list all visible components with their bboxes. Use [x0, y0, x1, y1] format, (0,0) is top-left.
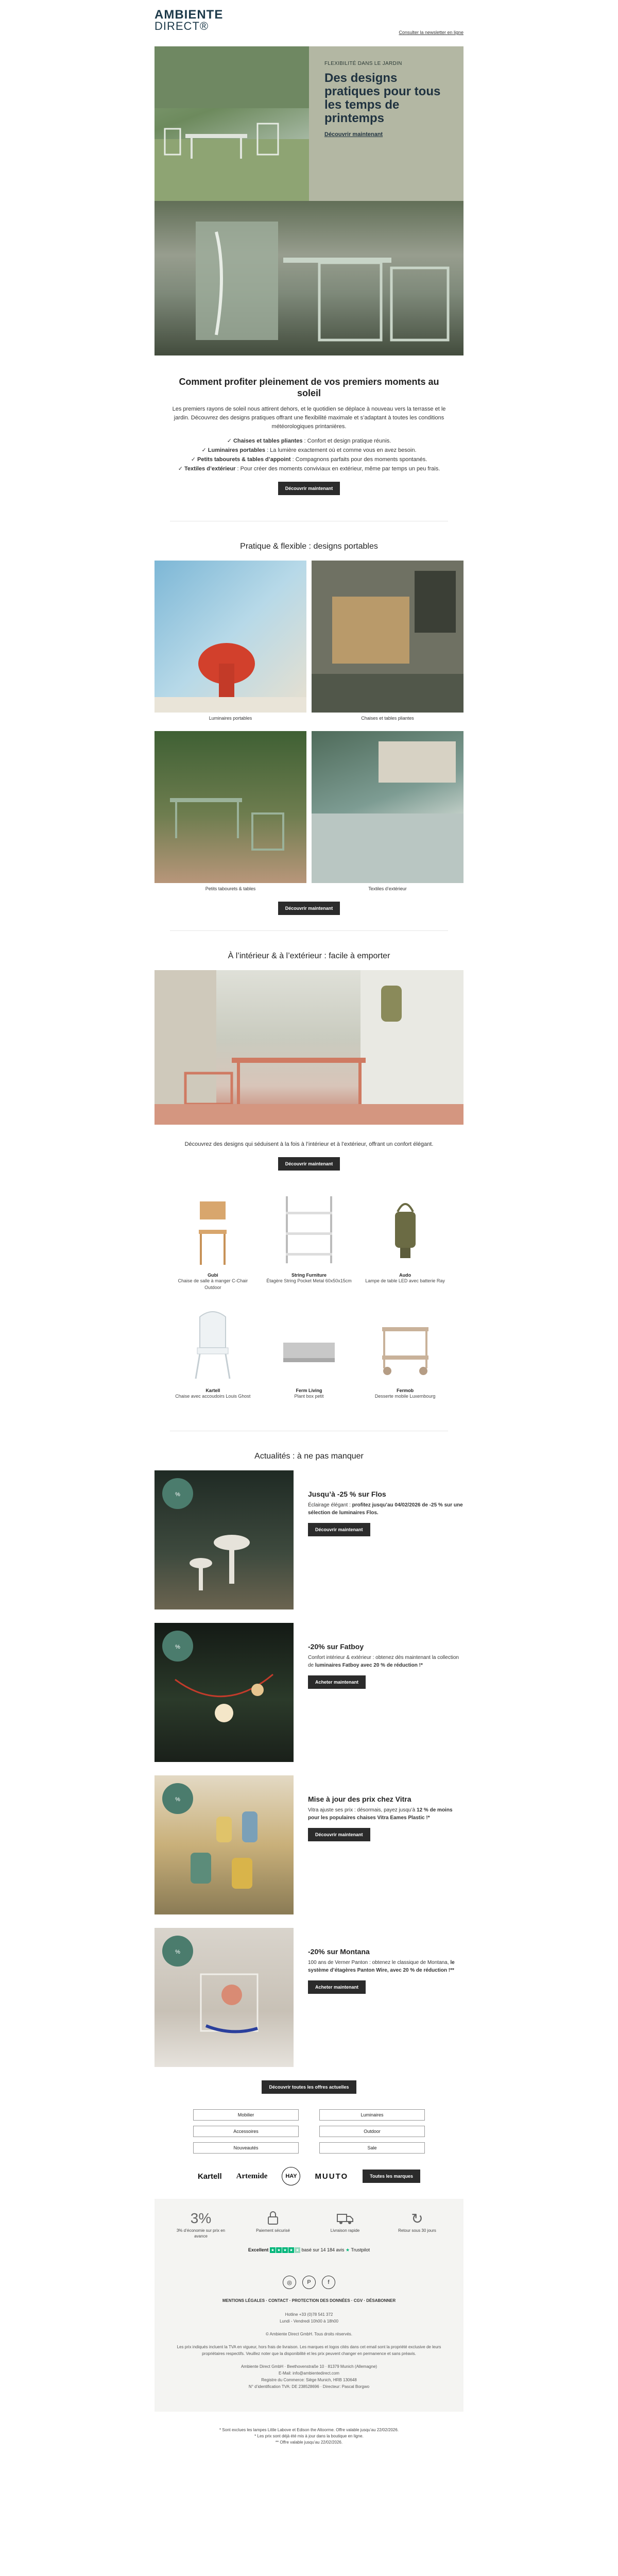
email-container [154, 0, 464, 2461]
trustpilot-star-icon: ★ [346, 2247, 350, 2252]
product-desc: Chaise avec accoudoirs Louis Ghost [175, 1394, 251, 1399]
product-brand: Ferm Living [296, 1388, 322, 1393]
indoor-outdoor-section [154, 952, 464, 1415]
news-item-text: 100 ans de Verner Panton : obtenez le classique de Montana, le système d’étagères Panton Wire, avec 20 % de réduction !** [308, 1960, 455, 1973]
portable-tile-caption: Textiles d’extérieur [368, 886, 407, 891]
shelf-image [281, 1191, 337, 1268]
hero-panel [309, 46, 464, 201]
feature-item: ✓ Chaises et tables pliantes : Confort et design pratique réunis. [227, 438, 391, 444]
product-card[interactable] [265, 1307, 353, 1400]
product-desc: Lampe de table LED avec batterie Ray [365, 1278, 445, 1283]
footer [154, 2263, 464, 2412]
product-brand: Fermob [397, 1388, 414, 1393]
footer-contact: Hotline +33 (0)78 541 372 Lundi - Vendredi 10h00 à 18h00 [280, 2312, 338, 2324]
product-brand: Gubi [208, 1273, 218, 1278]
truck-icon [319, 2210, 371, 2228]
folding-chairs-image [312, 561, 464, 713]
trust-item-label: Retour sous 30 jours [398, 2228, 436, 2233]
intro-title: Comment profiter pleinement de vos premiers moments au soleil [179, 377, 439, 398]
category-link-furniture[interactable]: Mobilier [193, 2109, 299, 2121]
portable-section [154, 542, 464, 915]
footer-disclaimer: Les prix indiqués incluent la TVA en vigueur, hors frais de livraison. Les marques et logos cités dans cet email sont la propriété exclusive de leurs propriétaires respectifs. Veuillez noter que la disponibilité et les prix peuvent changer en permanence et sans préavis. [177, 2345, 441, 2357]
logo-line-2: DIRECT® [154, 20, 209, 32]
fatboy-image [154, 1623, 294, 1762]
chair-image [184, 1191, 241, 1268]
category-link-outdoor[interactable]: Outdoor [319, 2126, 425, 2137]
feature-item: ✓ Luminaires portables : La lumière exactement où et comme vous en avez besoin. [201, 447, 417, 453]
product-card[interactable] [362, 1191, 449, 1291]
trust-item-label: Livraison rapide [330, 2228, 360, 2233]
product-card[interactable] [362, 1307, 449, 1400]
legal-links[interactable]: MENTIONS LÉGALES · CONTACT · PROTECTION DES DONNÉES · CGV · DÉSABONNER [222, 2298, 396, 2303]
hero-title: Des designs pratiques pour tous les temps de printemps [324, 71, 441, 125]
portable-tile[interactable] [154, 561, 306, 721]
logo[interactable] [154, 9, 223, 32]
category-grid [154, 2109, 464, 2154]
svg-text:%: % [175, 1492, 180, 1498]
product-desc: Chaise de salle à manger C-Chair Outdoor [178, 1278, 248, 1290]
trust-section [154, 2199, 464, 2263]
chairs-illustration [154, 201, 464, 355]
plant-box-image [281, 1307, 337, 1384]
trust-item-label: 3% d’économie sur prix en avance [176, 2228, 226, 2239]
indoor-outdoor-image[interactable] [154, 970, 464, 1125]
feature-list [170, 436, 448, 473]
feature-item: ✓ Textiles d’extérieur : Pour créer des moments conviviaux en extérieur, même par temps un peu frais. [178, 466, 440, 472]
facebook-icon[interactable]: f [322, 2276, 335, 2289]
endnote-line: * Sont exclues les lampes Little Labove et Edison the Altoorme. Offre valable jusqu’au 22/02/2026. [219, 2428, 399, 2433]
portable-tile-caption: Chaises et tables pliantes [361, 716, 414, 721]
category-link-sale[interactable]: Sale [319, 2142, 425, 2154]
divider [170, 930, 448, 931]
portable-tile-caption: Luminaires portables [209, 716, 252, 721]
trustpilot-label: Trustpilot [351, 2247, 370, 2252]
brand-logo-hay[interactable]: HAY [282, 2167, 300, 2185]
endnote-line: ** Offre valable jusqu’au 22/02/2026. [275, 2440, 343, 2445]
news-item-button[interactable]: Découvrir maintenant [308, 1828, 370, 1841]
garden-illustration [154, 46, 309, 201]
news-item-title: -20% sur Montana [308, 1947, 370, 1956]
rating-stars: ★ ★ ★ ★ ★ [270, 2248, 299, 2253]
rating-label: Excellent [248, 2247, 269, 2252]
news-title: Actualités : à ne pas manquer [254, 1452, 364, 1461]
indoor-outdoor-title: À l’intérieur & à l’extérieur : facile à emporter [228, 952, 390, 960]
montana-image [154, 1928, 294, 2067]
category-link-lighting[interactable]: Luminaires [319, 2109, 425, 2121]
portable-grid [154, 561, 464, 902]
view-online-link[interactable]: Consulter la newsletter en ligne [399, 30, 464, 35]
footer-copyright: © Ambiente Direct GmbH. Tous droits réservés. [265, 2332, 353, 2337]
all-offers-button[interactable]: Découvrir toutes les offres actuelles [262, 2080, 356, 2094]
terrace-illustration [154, 970, 464, 1125]
news-item-title: -20% sur Fatboy [308, 1642, 364, 1651]
portable-title: Pratique & flexible : designs portables [240, 542, 378, 551]
intro-section [154, 355, 464, 505]
checkmark-icon: ✓ [227, 438, 233, 444]
intro-text: Les premiers rayons de soleil nous attirent dehors, et le quotidien se déplace à nouveau vers la terrasse et le jardin. Découvrez des designs pratiques offrant une flexibilité maximale et s’adaptant à toutes les conditions météorologiques printanières. [172, 406, 446, 430]
indoor-outdoor-discover-button[interactable]: Découvrir maintenant [278, 1157, 340, 1171]
news-item-button[interactable]: Découvrir maintenant [308, 1523, 370, 1536]
product-desc: Desserte mobile Luxembourg [374, 1394, 436, 1399]
svg-text:%: % [175, 1644, 180, 1650]
percent-icon: 3% [190, 2210, 212, 2226]
ghost-chair-image [184, 1307, 241, 1384]
news-item[interactable] [154, 1775, 464, 1914]
hero-image-chairs[interactable] [154, 201, 464, 355]
portable-lamps-image [154, 561, 306, 713]
intro-discover-button[interactable]: Découvrir maintenant [278, 482, 340, 495]
category-link-accessories[interactable]: Accessoires [193, 2126, 299, 2137]
endnote [154, 2412, 464, 2461]
brand-logo-kartell[interactable]: Kartell [197, 2172, 222, 2181]
trust-item [391, 2210, 443, 2239]
portable-discover-button[interactable]: Découvrir maintenant [278, 902, 340, 915]
hero-image-garden[interactable] [154, 46, 309, 201]
news-item-button[interactable]: Acheter maintenant [308, 1675, 366, 1689]
news-item[interactable] [154, 1470, 464, 1609]
rating-text: basé sur 14 184 avis [301, 2247, 345, 2252]
news-section [154, 1452, 464, 2094]
instagram-icon[interactable]: ◎ [283, 2276, 296, 2289]
product-grid [154, 1191, 464, 1415]
news-item-button[interactable]: Acheter maintenant [308, 1980, 366, 1994]
trolley-image [377, 1307, 434, 1384]
product-brand: Kartell [205, 1388, 220, 1393]
flos-image [154, 1470, 294, 1609]
portable-tile-caption: Petits tabourets & tables [205, 886, 256, 891]
brand-logo-muuto[interactable]: MUUTO [315, 2172, 349, 2181]
stools-image [154, 731, 306, 883]
trust-features [165, 2210, 453, 2239]
product-card[interactable] [169, 1307, 256, 1400]
news-item-text: Éclairage élégant : profitez jusqu’au 04/02/2026 de -25 % sur une sélection de luminaires Flos. [308, 1502, 463, 1516]
checkmark-icon: ✓ [191, 456, 197, 463]
footer-email[interactable]: E-Mail: info@ambientedirect.com [279, 2371, 339, 2376]
product-card[interactable] [169, 1191, 256, 1291]
trust-item-label: Paiement sécurisé [256, 2228, 290, 2233]
checkmark-icon: ✓ [201, 447, 208, 453]
trust-item [319, 2210, 371, 2239]
feature-item: ✓ Petits tabourets & tables d’appoint : Compagnons parfaits pour des moments spontanés. [191, 456, 427, 463]
trust-item [247, 2210, 299, 2239]
endnote-line: * Les prix sont déjà été mis à jour dans la boutique en ligne. [254, 2434, 364, 2439]
logo-line-1: AMBIENTE [154, 8, 224, 22]
news-item-text: Vitra ajuste ses prix : désormais, payez jusqu’à 12 % de moins pour les populaires chaises Vitra Eames Plastic !* [308, 1807, 453, 1821]
category-link-new[interactable]: Nouveautés [193, 2142, 299, 2154]
product-desc: Plant box petit [294, 1394, 324, 1399]
news-item-text: Confort intérieur & extérieur : obtenez dès maintenant la collection de luminaires Fatboy avec 20 % de réduction !* [308, 1655, 459, 1668]
vitra-image [154, 1775, 294, 1914]
svg-text:%: % [175, 1797, 180, 1803]
news-item[interactable] [154, 1928, 464, 2067]
return-icon: ↻ [411, 2211, 423, 2227]
hero-cta-link[interactable]: Découvrir maintenant [324, 131, 383, 138]
header [154, 0, 464, 46]
hero-eyebrow: FLEXIBILITÉ DANS LE JARDIN [324, 61, 402, 66]
trust-item [175, 2210, 227, 2239]
all-brands-button[interactable]: Toutes les marques [363, 2170, 420, 2183]
brand-logo-artemide[interactable]: Artemide [236, 2172, 268, 2180]
product-brand: String Furniture [291, 1273, 327, 1278]
outdoor-textiles-image [312, 731, 464, 883]
product-brand: Audo [399, 1273, 411, 1278]
social-links [170, 2276, 448, 2289]
footer-address: Ambiente Direct GmbH · Beethovenstraße 10 · 81379 Munich (Allemagne) E-Mail: info@ambientedirect.com Registre du Commerce: Siège Munich, HRB 130648 N° d’identification TVA: DE 238528696 · Directeur: Pascal Borgwo [241, 2364, 377, 2389]
news-item-title: Jusqu’à -25 % sur Flos [308, 1490, 386, 1498]
news-item[interactable] [154, 1623, 464, 1762]
pinterest-icon[interactable]: P [302, 2276, 316, 2289]
lamp-image [377, 1191, 434, 1268]
lock-icon [247, 2210, 299, 2228]
product-desc: Étagère String Pocket Metal 60x50x15cm [266, 1278, 352, 1283]
portable-tile[interactable] [154, 731, 306, 891]
trustpilot-rating[interactable] [165, 2247, 453, 2253]
hero-banner[interactable] [154, 46, 464, 201]
news-item-title: Mise à jour des prix chez Vitra [308, 1795, 411, 1803]
portable-tile[interactable] [312, 731, 464, 891]
portable-tile[interactable] [312, 561, 464, 721]
product-card[interactable] [265, 1191, 353, 1291]
brand-bar [154, 2164, 464, 2189]
indoor-outdoor-text: Découvrez des designs qui séduisent à la fois à l’intérieur et à l’extérieur, offrant un confort élégant. [184, 1141, 434, 1147]
svg-text:%: % [175, 1949, 180, 1955]
checkmark-icon: ✓ [178, 466, 185, 472]
